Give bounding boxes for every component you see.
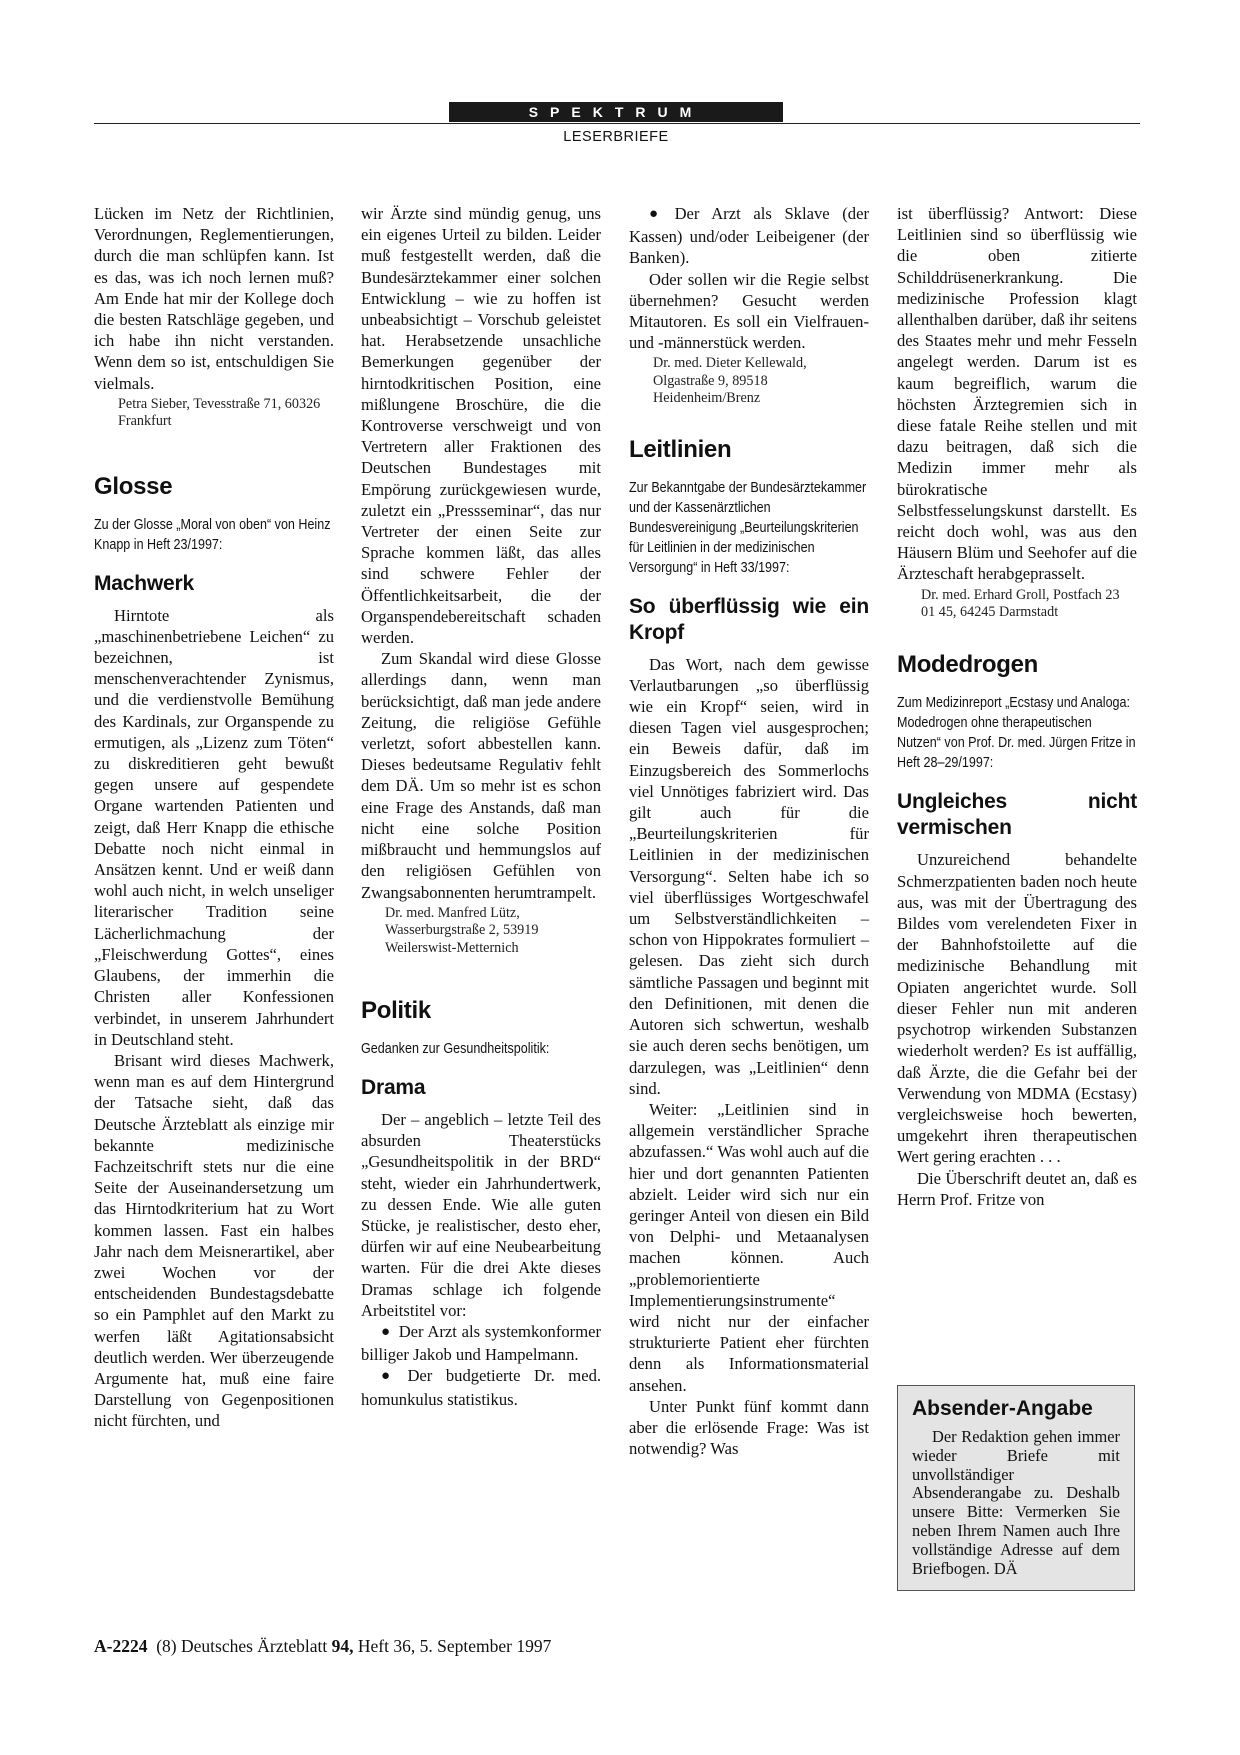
paragraph: Oder sollen wir die Regie selbst übernehmen? Gesucht werden Mitautoren. Es soll ein Vielfrauen- und -männerstück werden.: [629, 269, 869, 353]
sender-info-box: [897, 1385, 1135, 1591]
letter-title: Drama: [361, 1075, 426, 1099]
reference-line: Gedanken zur Gesundheitspolitik:: [361, 1040, 550, 1057]
volume-number: 94,: [331, 1636, 354, 1656]
topic-heading: Leitlinien: [629, 435, 732, 463]
page-footer: [94, 1636, 551, 1657]
column-2: [361, 203, 601, 1410]
bullet-item: ● Der Arzt als Sklave (der Kassen) und/oder Leibeigener (der Banken).: [629, 203, 869, 269]
bullet-item: ● Der Arzt als systemkonformer billiger Jakob und Hampelmann.: [361, 1321, 601, 1365]
letter-signature: Dr. med. Manfred Lütz, Wasserburgstraße 2, 53919 Weilerswist-Metternich: [385, 904, 539, 956]
topic-heading: Politik: [361, 996, 431, 1024]
journal-name: (8) Deutsches Ärzteblatt: [156, 1636, 328, 1656]
paragraph: Der – angeblich – letzte Teil des absurden Theaterstücks „Gesundheitspolitik in der BRD“ steht, wieder ein Jahrhundertwerk, zu dessen Ende. Wie alle guten Stücke, je realistischer, desto eher, dürfen wir auf eine Neubearbeitung warten. Für die drei Akte dieses Dramas schlage ich folgende Arbeitstitel vor:: [361, 1109, 601, 1320]
paragraph: Unzureichend behandelte Schmerzpatienten baden noch heute aus, was mit der Übertragung des Bildes vom verelendeten Fixer in der Bahnhofstoilette auf die medizinische Behandlung mit Opiaten angerichtet wurde. Soll dieser Fehler nun mit anderen psychotrop wirkenden Substanzen wiederholt werden? Es ist auffällig, daß Ärzte, die die Gefahr bei der Verwendung von MDMA (Ecstasy) vergleichsweise hoch bewerten, umgekehrt ihren therapeutischen Wert gering erachten . . .: [897, 850, 1137, 1167]
paragraph: wir Ärzte sind mündig genug, uns ein eigenes Urteil zu bilden. Leider muß festgestellt werden, daß die Bundesärztekammer einer solchen Entwicklung – wie zu hoffen ist unbeabsichtigt – Vorschub geleistet hat. Herabsetzende unsachliche Bemerkungen gegenüber der hirntodkritischen Position, eine mißlungene Broschüre, die die Kontroverse verschweigt und von Vertretern aller Fraktionen des Deutschen Bundestages mit Empörung zurückgewiesen wurde, zuletzt ein „Pressseminar“, das nur Vertreter der einen Seite zur Sprache kommen läßt, das alles sind schwere Fehler der Öffentlichkeitsarbeit, die der Organspendebereitschaft schaden werden.: [361, 204, 601, 648]
column-4: [897, 203, 1137, 1210]
letter-signature: Dr. med. Erhard Groll, Postfach 23 01 45, 64245 Darmstadt: [921, 586, 1120, 621]
paragraph: Unter Punkt fünf kommt dann aber die erlösende Frage: Was ist notwendig? Was: [629, 1396, 869, 1459]
column-1: [94, 203, 334, 1432]
column-3: [629, 203, 869, 1459]
paragraph: Weiter: „Leitlinien sind in allgemein verständlicher Sprache abzufassen.“ Was wohl auch auf die hier und dort genannten Patienten abzielt. Leider wird sich nur ein geringer Anteil von diesen ein Bild von Delphi- und Metaanalysen machen können. Auch „problemorientierte Implementierungsinstrumente“ wird nicht nur der einfacher strukturierte Patient eher fürchten denn als Informationsmaterial ansehen.: [629, 1099, 869, 1395]
letter-signature: Petra Sieber, Tevesstraße 71, 60326 Frankfurt: [118, 395, 321, 430]
issue-info: Heft 36, 5. September 1997: [357, 1636, 552, 1656]
paragraph: Die Überschrift deutet an, daß es Herrn Prof. Fritze von: [897, 1168, 1137, 1209]
paragraph: Hirntote als „maschinenbetriebene Leichen“ zu bezeichnen, ist menschenverachtender Zynismus, und die verdienstvolle Bemühung des Kardinals, zur Organspende zu ermutigen, als „Lizenz zum Töten“ zu diskreditieren geht bewußt gegen unsere auf gespendete Organe wartenden Patienten und zeigt, daß Herr Knapp die ethische Debatte noch nicht einmal in Ansätzen kennt. Und er weiß dann wohl auch nicht, in welch unseliger literarischer Tradition seine Lächerlichmachung der „Fleischwerdung Gottes“, eines Glaubens, der immerhin die Christen aller Konfessionen verbindet, in unserem Jahrhundert in Deutschland steht.: [94, 605, 334, 1049]
reference-line: Zu der Glosse „Moral von oben“ von Heinz Knapp in Heft 23/1997:: [94, 516, 331, 553]
bullet-item: ● Der budgetierte Dr. med. homunkulus statistikus.: [361, 1365, 601, 1409]
letter-title: Machwerk: [94, 571, 194, 595]
topic-heading: Glosse: [94, 472, 173, 500]
paragraph: Zum Skandal wird diese Glosse allerdings dann, wenn man berücksichtigt, daß man jede andere Zeitung, die religiöse Gefühle verletzt, sofort abbestellen kann. Dieses bedeutsame Regulativ fehlt dem DÄ. Um so mehr ist es schon eine Frage des Anstands, daß man nicht eine solche Position mißbraucht und hemmungslos auf den religiösen Gefühlen von Zwangsabonnenten herumtrampelt.: [361, 649, 601, 902]
reference-line: Zur Bekanntgabe der Bundesärztekammer und der Kassenärztlichen Bundesvereinigung „Beurteilungskriterien für Leitlinien in der medizinischen Versorgung“ in Heft 33/1997:: [629, 479, 867, 576]
section-kicker: SPEKTRUM: [449, 102, 783, 122]
page-number: A-2224: [94, 1636, 148, 1656]
letter-title: Ungleiches nicht vermischen: [897, 790, 1137, 840]
box-title: Absender-Angabe: [912, 1397, 1093, 1420]
letter-title: So überflüssig wie ein Kropf: [629, 594, 869, 644]
paragraph: Lücken im Netz der Richtlinien, Verordnungen, Reglementierungen, durch die man schlüpfen kann. Ist es das, was ich noch lernen muß? Am Ende hat mir der Kollege doch die besten Ratschläge gegeben, und ich habe ihn nicht verstanden. Wenn dem so ist, entschuldigen Sie vielmals.: [94, 204, 334, 393]
box-text: Der Redaktion gehen immer wieder Briefe mit unvollständiger Absenderangabe zu. Deshalb unsere Bitte: Vermerken Sie neben Ihrem Namen auch Ihre vollständige Adresse auf dem Briefbogen. DÄ: [912, 1427, 1120, 1578]
paragraph: Brisant wird dieses Machwerk, wenn man es auf dem Hintergrund der Tatsache sieht, daß das Deutsche Ärzteblatt als einzige mir bekannte medizinische Fachzeitschrift stets nur die eine Seite der Auseinandersetzung um das Hirntodkriterium hat zu Wort kommen lassen. Fast ein halbes Jahr nach dem Meisnerartikel, aber zwei Wochen vor der entscheidenden Bundestagsdebatte so ein Pamphlet auf den Markt zu werfen läßt Agitationsabsicht deutlich werden. Wer überzeugende Argumente hat, muß eine faire Darstellung von Gegenpositionen nicht fürchten, und: [94, 1050, 334, 1431]
reference-line: Zum Medizinreport „Ecstasy und Analoga: Modedrogen ohne therapeutischen Nutzen“ von Prof. Dr. med. Jürgen Fritze in Heft 28–29/1997:: [897, 695, 1136, 772]
letter-signature: Dr. med. Dieter Kellewald, Olgastraße 9, 89518 Heidenheim/Brenz: [653, 355, 807, 407]
paragraph: ist überflüssig? Antwort: Diese Leitlinien sind so überflüssig wie die oben zitierte Schilddrüsenerkrankung. Die medizinische Profession klagt allenthalben darüber, daß ihr seitens des Staates mehr und mehr Fesseln angelegt werden. Darum ist es kaum begreiflich, warum die höchsten Ärztegremien sich in diese fatale Reihe stellen und mit dazu beitragen, daß sich die Medizin immer mehr als bürokratische Selbstfesselungskunst darstellt. Es reicht doch wohl, was aus den Häusern Blüm und Seehofer auf die Ärzteschaft herabgeprasselt.: [897, 204, 1137, 584]
section-label: LESERBRIEFE: [563, 129, 669, 145]
topic-heading: Modedrogen: [897, 651, 1038, 679]
paragraph: Das Wort, nach dem gewisse Verlautbarungen „so überflüssig wie ein Kropf“ seien, wird in diesen Tagen viel ausgesprochen; ein Beweis dafür, daß im Einzugsbereich des Sommerlochs viel Unnötiges fabriziert wird. Das gilt auch für die „Beurteilungskriterien für Leitlinien in der medizinischen Versorgung“. Selten habe ich so viel überflüssiges Wortgeschwafel um Selbstverständlichkeiten – schon von Hippokrates formuliert – gelesen. Das zieht sich durch sämtliche Passagen und beginnt mit den Definitionen, mit denen die Autoren sich schwertun, weshalb sie auch deren sechs benötigen, um darzulegen, was „Leitlinien“ denn sind.: [629, 654, 869, 1098]
header-rule: [94, 123, 1140, 124]
